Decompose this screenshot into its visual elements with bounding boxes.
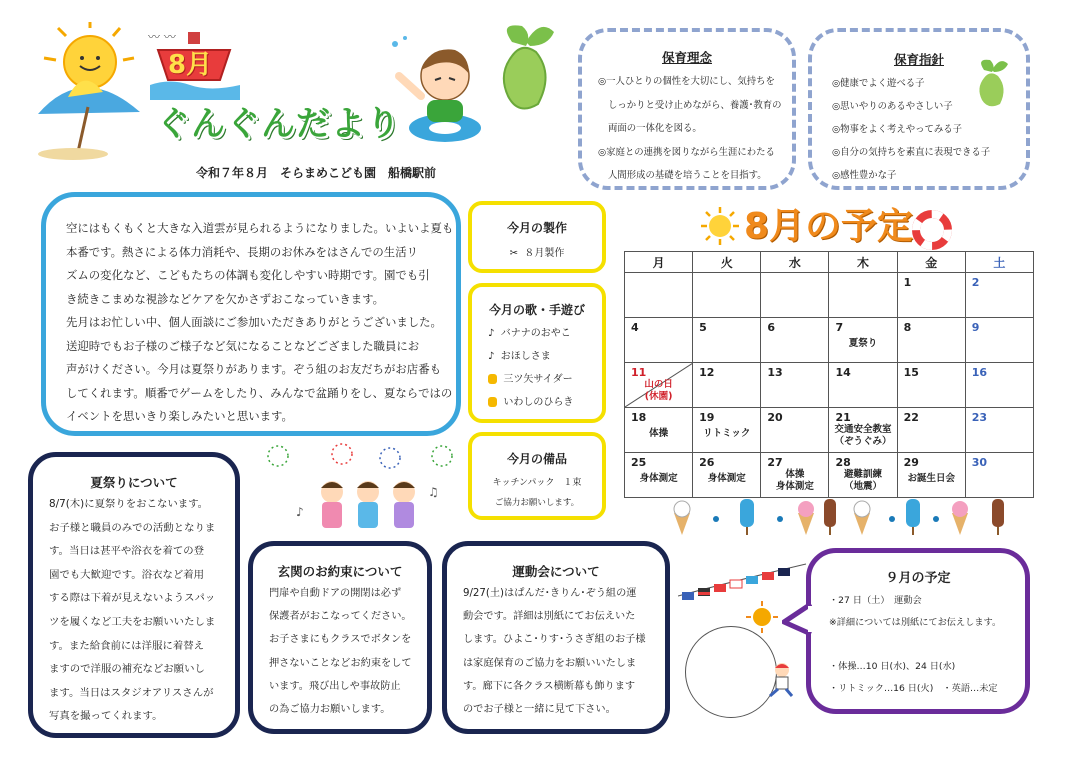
festival-line: す。また給食前には洋服に着替え [49, 639, 205, 652]
sun-icon [700, 206, 740, 246]
song-label: 三ツ矢サイダー [503, 374, 573, 385]
song-item [488, 322, 602, 345]
philosophy-line: 両面の一体化を図る。 [608, 123, 702, 134]
calendar-day-cell [625, 273, 693, 318]
calendar-day-number: 15 [903, 366, 919, 379]
calendar-day-cell [897, 318, 965, 363]
policy-box [808, 28, 1030, 190]
supplies-title: 今月の備品 [506, 452, 567, 466]
craft-item: ８月製作 [524, 248, 565, 259]
calendar-day-number: 12 [699, 366, 715, 379]
calendar-day-number: 28 [835, 456, 851, 469]
music-note-icon: ♪ [488, 328, 495, 339]
calendar-weekday-header: 火 [693, 252, 761, 273]
calendar-day-number: 16 [971, 366, 988, 379]
songs-list [472, 318, 602, 414]
intro-line: イベントを思いきり楽しみたいと思います。 [66, 409, 293, 423]
hand-icon [488, 397, 497, 407]
running-child-icon [760, 660, 800, 700]
calendar-day-number: 6 [767, 321, 775, 334]
september-line [829, 634, 1025, 656]
calendar-weekday-header: 木 [829, 252, 897, 273]
calendar-day-cell [965, 318, 1033, 363]
calendar-day-cell [965, 453, 1033, 498]
calendar-event: 山の日 (休園) [644, 379, 673, 402]
festival-box [28, 452, 240, 738]
calendar-week-row [625, 363, 1034, 408]
scissors-icon: ✂ [509, 248, 519, 259]
calendar-day-number: 29 [903, 456, 919, 469]
philosophy-line: 人間形成の基礎を培うことを目指す。 [608, 170, 767, 181]
festival-kids-illustration [262, 440, 467, 540]
craft-item-row [472, 244, 602, 259]
supplies-box [468, 432, 606, 520]
svg-text:♫: ♫ [428, 485, 439, 499]
song-label: バナナのおやこ [500, 328, 571, 339]
philosophy-box [578, 28, 796, 190]
calendar-event: お誕生日会 [907, 473, 955, 484]
calendar-day-cell [965, 408, 1033, 453]
entrance-box [248, 541, 432, 734]
september-title: ９月の予定 [885, 571, 951, 586]
calendar-event: リトミック [703, 428, 751, 439]
festival-text [33, 491, 235, 729]
svg-text:♪: ♪ [296, 505, 304, 519]
september-line: ・体操…10 日(水)、24 日(水) [829, 661, 956, 672]
september-line: ・27 日（土） 運動会 [829, 595, 922, 606]
intro-text [66, 217, 453, 429]
philosophy-title: 保育理念 [661, 50, 712, 65]
calendar-day-number: 26 [699, 456, 715, 469]
calendar-day-number: 30 [971, 456, 988, 469]
sports-line: します。ひよこ･りす･うさぎ組のお子様 [463, 634, 646, 646]
policy-title: 保育指針 [893, 52, 944, 67]
calendar-day-number: 4 [631, 321, 639, 334]
flag-garland-decoration [678, 562, 808, 602]
calendar-day-cell [625, 318, 693, 363]
sports-line: は家庭保育のご協力をお願いいたしま [463, 657, 637, 669]
festival-line: 8/7(木)に夏祭りをおこないます。 [49, 498, 209, 510]
ice-cream-decoration [670, 495, 1030, 540]
calendar-week-row [625, 453, 1034, 498]
calendar-weekday-header: 土 [965, 252, 1033, 273]
bean-sprout-icon [974, 54, 1014, 112]
festival-line: 園でも大歓迎です。浴衣など着用 [49, 568, 205, 581]
month-badge: 8月 [168, 50, 213, 80]
policy-line: ◎思いやりのあるやさしい子 [832, 101, 953, 112]
craft-box [468, 201, 606, 273]
bean-sprout-icon [492, 12, 562, 117]
entrance-line: 門扉や自動ドアの開閉は必ず [269, 588, 402, 599]
org-line: 令和７年８月 そらまめこども園 船橋駅前 [196, 166, 437, 180]
beach-umbrella-illustration [28, 22, 158, 162]
policy-line: ◎物事をよく考えやってみる子 [832, 124, 963, 135]
calendar-day-cell [693, 363, 761, 408]
calendar-event: 避難訓練 （地震） [844, 469, 883, 492]
calendar-day-cell [829, 318, 897, 363]
sports-line: 9/27(土)はぱんだ･きりん･ぞう組の運 [463, 588, 637, 599]
philosophy-list [582, 66, 792, 188]
calendar-day-cell [693, 453, 761, 498]
swimming-boy-illustration [385, 36, 495, 146]
philosophy-line: ◎家庭との連携を図りながら生涯にわたる [598, 146, 775, 158]
entrance-title: 玄関のお約束について [277, 564, 403, 579]
festival-line: する際は下着が見えないようスパッ [49, 592, 216, 605]
entrance-line: います。飛び出しや事故防止 [269, 680, 401, 692]
sports-line: のでお子様と一緒に見て下さい。 [463, 704, 616, 716]
calendar-week-row [625, 273, 1034, 318]
song-item [488, 345, 602, 368]
calendar-weekday-header: 月 [625, 252, 693, 273]
intro-box [41, 192, 461, 436]
sun-icon [745, 600, 779, 634]
birds-icon: 〰 〰 [148, 30, 176, 44]
calendar-day-cell [829, 273, 897, 318]
policy-line: ◎健康でよく遊べる子 [832, 78, 925, 89]
festival-line: お子様と職員のみでの活動となりま [49, 521, 216, 534]
entrance-line: の為ご協力お願いします。 [269, 704, 391, 716]
calendar-day-number: 25 [631, 456, 647, 469]
calendar-day-number: 23 [971, 411, 988, 424]
songs-box [468, 283, 606, 423]
calendar-day-cell [965, 363, 1033, 408]
september-line: ※詳細については別紙にてお伝えします。 [829, 617, 1002, 628]
calendar-day-cell [897, 363, 965, 408]
festival-line: す。当日は甚平や浴衣を着ての登 [49, 545, 205, 558]
song-item [488, 368, 602, 391]
calendar-day-number: 27 [767, 456, 783, 469]
calendar-table [624, 251, 1034, 498]
calendar-day-cell [761, 363, 829, 408]
calendar-day-number: 5 [699, 321, 707, 334]
entrance-text [253, 580, 427, 721]
calendar-day-cell [761, 273, 829, 318]
calendar-day-number: 18 [631, 411, 647, 424]
intro-line: 空にはもくもくと大きな入道雲が見られるようになりました。いよいよ夏も [66, 221, 454, 235]
calendar-day-number: 7 [835, 321, 844, 334]
policy-line: ◎感性豊かな子 [832, 170, 897, 181]
calendar-event: 身体測定 [639, 473, 678, 484]
calendar-day-cell [897, 408, 965, 453]
policy-line: ◎自分の気持ちを素直に表現できる子 [832, 147, 991, 158]
calendar-day-number: 21 [835, 411, 851, 424]
entrance-line: 保護者がおこなってください。 [269, 611, 412, 623]
calendar-day-number: 19 [699, 411, 715, 424]
intro-line: してくれます。順番でゲームをしたり、みんなで盆踊りをし、夏ならではの [66, 385, 453, 400]
calendar-day-number: 14 [835, 366, 851, 379]
intro-line: 送迎時でもお子様のご様子など気になることなどござました職員にお [66, 338, 420, 353]
intro-line: ズムの変化など、こどもたちの体調も変化しやすい時期です。園でも引 [66, 268, 430, 282]
calendar-day-cell [761, 453, 829, 498]
calendar-day-number: 8 [903, 321, 912, 334]
september-text [811, 586, 1025, 700]
calendar-weekday-header: 水 [761, 252, 829, 273]
calendar-day-cell [829, 363, 897, 408]
calendar-day-cell [965, 273, 1033, 318]
calendar-day-cell [829, 453, 897, 498]
calendar-event: 体操 [649, 428, 669, 439]
calendar-day-cell [693, 408, 761, 453]
calendar-day-number: 20 [767, 411, 783, 424]
calendar-day-number: 2 [971, 276, 980, 289]
intro-line: 先月はお忙しい中、個人面談にご参加いただきありがとうございました。 [66, 315, 442, 329]
calendar-event: 夏祭り [848, 338, 878, 349]
calendar-day-cell [897, 453, 965, 498]
song-item [488, 391, 602, 414]
hand-icon [488, 374, 497, 384]
calendar-event: 体操 身体測定 [775, 469, 814, 492]
songs-title: 今月の歌・手遊び [488, 303, 585, 317]
entrance-line: お子さまにもクラスでボタンを [269, 634, 412, 646]
calendar-event: 身体測定 [707, 473, 746, 484]
calendar-day-number: 1 [903, 276, 912, 289]
swim-ring-icon [912, 210, 952, 250]
september-line: ・リトミック…16 日(火) ・英語…未定 [829, 683, 998, 694]
calendar-day-number: 11 [631, 366, 647, 379]
calendar-day-cell [829, 408, 897, 453]
intro-line: 声がけください。今月は夏祭りがあります。ぞう組のお友だちがお店番も [66, 362, 441, 376]
newsletter-title: ぐんぐんだより [156, 104, 401, 144]
speech-tail [782, 600, 812, 640]
craft-title: 今月の製作 [506, 221, 567, 235]
sports-title: 運動会について [512, 564, 600, 579]
song-label: いわしのひらき [503, 397, 574, 408]
supplies-item: キッチンパック １束 [492, 478, 582, 488]
calendar-week-row [625, 318, 1034, 363]
calendar-day-number: 13 [767, 366, 783, 379]
calendar-day-cell [693, 273, 761, 318]
calendar-day-cell [761, 318, 829, 363]
song-label: おほしさま [500, 351, 551, 362]
supplies-note: ご協力お願いします。 [494, 498, 580, 508]
sports-line: す。廊下に各クラス横断幕も飾ります [463, 680, 636, 692]
festival-line: ツを履くなど工夫をお願いいたしま [49, 615, 216, 628]
calendar-day-cell [693, 318, 761, 363]
sports-line: 動会です。詳細は別紙にてお伝えいた [463, 611, 636, 623]
calendar-day-cell [897, 273, 965, 318]
intro-line: き続きこまめな視診などケアを欠かさずおこなっていきます。 [66, 291, 385, 306]
philosophy-line: ◎一人ひとりの個性を大切にし、気持ちを [598, 76, 775, 87]
entrance-line: 押さないことなどお約束をして [269, 657, 412, 669]
calendar-day-cell [625, 363, 693, 408]
calendar-day-number: 22 [903, 411, 919, 424]
sports-text [447, 580, 665, 721]
festival-title: 夏祭りについて [90, 475, 178, 490]
calendar-weekday-header: 金 [897, 252, 965, 273]
festival-line: ますので洋服の補充などお願いし [49, 663, 205, 676]
sports-box [442, 541, 670, 734]
festival-line: ます。当日はスタジオアリスさんが [49, 686, 214, 699]
calendar-event: 交通安全教室 （ぞうぐみ） [834, 424, 892, 447]
calendar-day-cell [625, 408, 693, 453]
festival-line: 写真を撮ってくれます。 [49, 710, 163, 723]
intro-line: 本番です。熱さによる体力消耗や、長期のお休みをはさんでの生活リ [66, 244, 418, 259]
philosophy-line: しっかりと受け止めながら、養護･教育の [608, 99, 782, 111]
calendar-title: 8月の予定 [744, 206, 914, 247]
calendar-header-row [625, 252, 1034, 273]
september-box [806, 548, 1030, 714]
music-note-icon: ♪ [488, 351, 495, 362]
calendar-week-row [625, 408, 1034, 453]
calendar-day-number: 9 [971, 321, 980, 334]
calendar-day-cell [761, 408, 829, 453]
calendar-day-cell [625, 453, 693, 498]
